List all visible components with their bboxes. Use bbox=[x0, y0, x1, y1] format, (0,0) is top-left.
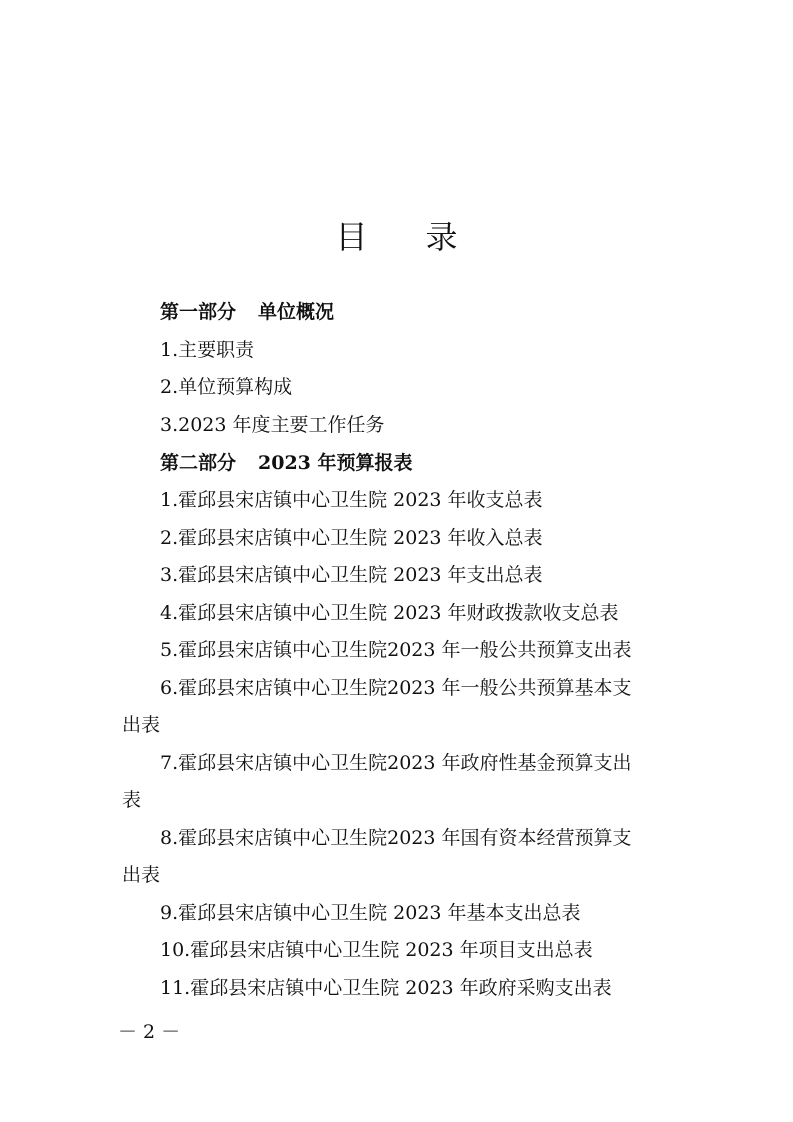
toc-item: 2.单位预算构成 bbox=[160, 376, 293, 398]
toc-item: 3.2023 年度主要工作任务 bbox=[160, 414, 385, 436]
part2-number: 第二部分 bbox=[160, 452, 237, 474]
part1-heading bbox=[160, 300, 334, 324]
page-number: － 2 － bbox=[118, 1021, 181, 1043]
toc-item: 1.主要职责 bbox=[160, 339, 255, 361]
toc-item: 7.霍邱县宋店镇中心卫生院2023 年政府性基金预算支出 bbox=[160, 752, 632, 774]
toc-item: 1.霍邱县宋店镇中心卫生院 2023 年收支总表 bbox=[160, 489, 543, 511]
toc-item: 6.霍邱县宋店镇中心卫生院2023 年一般公共预算基本支 bbox=[160, 677, 632, 699]
toc-item: 10.霍邱县宋店镇中心卫生院 2023 年项目支出总表 bbox=[160, 939, 593, 961]
toc-item: 2.霍邱县宋店镇中心卫生院 2023 年收入总表 bbox=[160, 527, 543, 549]
toc-item: 8.霍邱县宋店镇中心卫生院2023 年国有资本经营预算支 bbox=[160, 827, 632, 849]
toc-item-continuation: 出表 bbox=[122, 714, 161, 736]
toc-item: 11.霍邱县宋店镇中心卫生院 2023 年政府采购支出表 bbox=[160, 977, 612, 999]
toc-item: 5.霍邱县宋店镇中心卫生院2023 年一般公共预算支出表 bbox=[160, 639, 632, 661]
toc-item: 9.霍邱县宋店镇中心卫生院 2023 年基本支出总表 bbox=[160, 902, 581, 924]
part2-heading bbox=[160, 451, 413, 475]
title-char-2: 录 bbox=[425, 218, 458, 256]
part2-name: 2023 年预算报表 bbox=[258, 452, 413, 474]
toc-item: 3.霍邱县宋店镇中心卫生院 2023 年支出总表 bbox=[160, 564, 543, 586]
title-char-1: 目 bbox=[335, 218, 368, 256]
toc-item-continuation: 表 bbox=[122, 789, 142, 811]
part1-name: 单位概况 bbox=[258, 301, 335, 323]
page-title bbox=[0, 212, 793, 258]
toc-item-continuation: 出表 bbox=[122, 864, 161, 886]
toc-item: 4.霍邱县宋店镇中心卫生院 2023 年财政拨款收支总表 bbox=[160, 602, 619, 624]
part1-number: 第一部分 bbox=[160, 301, 237, 323]
